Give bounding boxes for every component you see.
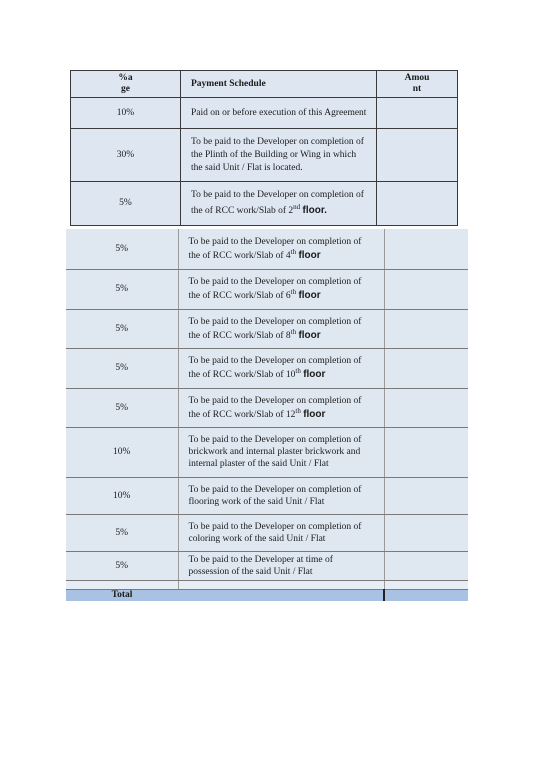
amount-cell bbox=[384, 269, 468, 309]
table-row bbox=[71, 129, 458, 182]
payment-schedule-table-top bbox=[70, 70, 458, 226]
description-cell bbox=[178, 229, 384, 269]
amount-cell bbox=[384, 388, 468, 427]
percentage-header bbox=[71, 71, 181, 98]
description-line: To be paid to the Developer on completion of bbox=[188, 236, 362, 247]
table-row bbox=[66, 477, 468, 514]
description-line: brickwork and internal plaster brickwork and bbox=[188, 447, 361, 457]
description-cell bbox=[178, 477, 384, 514]
amount-cell bbox=[384, 477, 468, 514]
description-line: To be paid to the Developer on completion of bbox=[188, 316, 362, 327]
ordinal-suffix: th bbox=[290, 287, 297, 296]
description-line: To be paid to the Developer on completion of bbox=[188, 356, 362, 366]
description-cell bbox=[178, 348, 384, 388]
ordinal-suffix: th bbox=[290, 247, 297, 256]
floor-word: floor bbox=[298, 329, 321, 341]
amount-cell bbox=[384, 229, 468, 269]
table-row bbox=[66, 514, 468, 551]
amount-header-line2: nt bbox=[412, 84, 422, 94]
floor-word: floor bbox=[298, 249, 321, 261]
percentage-cell: 30% bbox=[71, 129, 181, 182]
description-line: To be paid to the Developer on completion of bbox=[188, 395, 362, 406]
total-label: Total bbox=[66, 589, 178, 601]
description-cell bbox=[178, 269, 384, 309]
floor-word: floor. bbox=[302, 205, 327, 216]
amount-cell bbox=[377, 129, 458, 182]
amount-cell bbox=[384, 551, 468, 580]
amount-header bbox=[377, 71, 458, 98]
description-line: internal plaster of the said Unit / Flat bbox=[188, 459, 329, 469]
description-cell bbox=[178, 551, 384, 580]
ordinal-suffix: th bbox=[290, 327, 297, 336]
description-cell bbox=[178, 309, 384, 348]
percentage-cell: 5% bbox=[66, 388, 178, 427]
table-row bbox=[66, 388, 468, 427]
percentage-cell: 5% bbox=[66, 551, 178, 580]
description-line: To be paid to the Developer on completion of bbox=[188, 277, 362, 287]
table-row bbox=[66, 269, 468, 309]
description-cell bbox=[178, 427, 384, 477]
floor-word: floor bbox=[303, 369, 326, 380]
description-line: To be paid to the Developer at time of bbox=[188, 554, 333, 565]
description-line: coloring work of the said Unit / Flat bbox=[188, 533, 326, 544]
description-cell bbox=[178, 388, 384, 427]
description-line: To be paid to the Developer on completion of bbox=[188, 484, 362, 495]
description-line: possession of the said Unit / Flat bbox=[188, 566, 313, 577]
description-line: the Plinth of the Building or Wing in which bbox=[191, 149, 357, 160]
description-cell bbox=[181, 182, 377, 226]
empty-cell bbox=[66, 580, 178, 589]
amount-cell bbox=[384, 348, 468, 388]
ordinal-suffix: nd bbox=[293, 202, 301, 211]
table-row bbox=[66, 309, 468, 348]
slab-text: the of RCC work/Slab of 2 bbox=[191, 206, 294, 216]
slab-text: the of RCC work/Slab of 4 bbox=[188, 250, 291, 261]
percentage-cell: 5% bbox=[66, 269, 178, 309]
slab-text: the of RCC work/Slab of 12 bbox=[188, 409, 296, 420]
table-row bbox=[66, 348, 468, 388]
amount-header-line1: Amou bbox=[404, 73, 430, 83]
amount-cell bbox=[384, 514, 468, 551]
amount-cell bbox=[377, 182, 458, 226]
percentage-cell: 5% bbox=[71, 182, 181, 226]
table-row bbox=[71, 98, 458, 129]
description-line: To be paid to the Developer on completion of bbox=[191, 190, 364, 200]
amount-cell bbox=[384, 427, 468, 477]
table-row bbox=[66, 229, 468, 269]
table-row bbox=[66, 551, 468, 580]
floor-word: floor bbox=[303, 408, 326, 420]
table-row bbox=[71, 182, 458, 226]
total-description-cell bbox=[178, 589, 384, 601]
ordinal-suffix: th bbox=[295, 406, 301, 415]
percentage-header-line1: %a bbox=[118, 73, 133, 83]
percentage-cell: 10% bbox=[66, 427, 178, 477]
total-amount-cell bbox=[384, 589, 468, 601]
description-line: To be paid to the Developer on completion of bbox=[188, 521, 362, 532]
payment-schedule-table-bottom bbox=[66, 229, 468, 601]
floor-word: floor bbox=[298, 290, 321, 301]
amount-cell bbox=[384, 309, 468, 348]
percentage-header-line2: ge bbox=[121, 84, 130, 94]
description-line: To be paid to the Developer on completion of bbox=[188, 435, 362, 445]
slab-text: the of RCC work/Slab of 10 bbox=[188, 370, 296, 380]
description-line: the said Unit / Flat is located. bbox=[191, 162, 303, 173]
empty-cell bbox=[178, 580, 384, 589]
empty-cell bbox=[384, 580, 468, 589]
slab-text: the of RCC work/Slab of 6 bbox=[188, 291, 291, 301]
description-cell bbox=[181, 98, 377, 129]
percentage-cell: 5% bbox=[66, 309, 178, 348]
percentage-cell: 5% bbox=[66, 514, 178, 551]
table-row bbox=[66, 427, 468, 477]
percentage-cell: 10% bbox=[71, 98, 181, 129]
percentage-cell: 10% bbox=[66, 477, 178, 514]
payment-schedule-header: Payment Schedule bbox=[181, 71, 377, 98]
amount-cell bbox=[377, 98, 458, 129]
total-row bbox=[66, 589, 468, 601]
description-line: flooring work of the said Unit / Flat bbox=[188, 496, 325, 507]
ordinal-suffix: th bbox=[295, 366, 301, 375]
description-cell bbox=[178, 514, 384, 551]
slab-text: the of RCC work/Slab of 8 bbox=[188, 330, 291, 341]
percentage-cell: 5% bbox=[66, 348, 178, 388]
description-cell bbox=[181, 129, 377, 182]
percentage-cell: 5% bbox=[66, 229, 178, 269]
description-line: To be paid to the Developer on completion of bbox=[191, 136, 364, 147]
description-line: Paid on or before execution of this Agreement bbox=[191, 107, 367, 118]
empty-row bbox=[66, 580, 468, 589]
header-row bbox=[71, 71, 458, 98]
